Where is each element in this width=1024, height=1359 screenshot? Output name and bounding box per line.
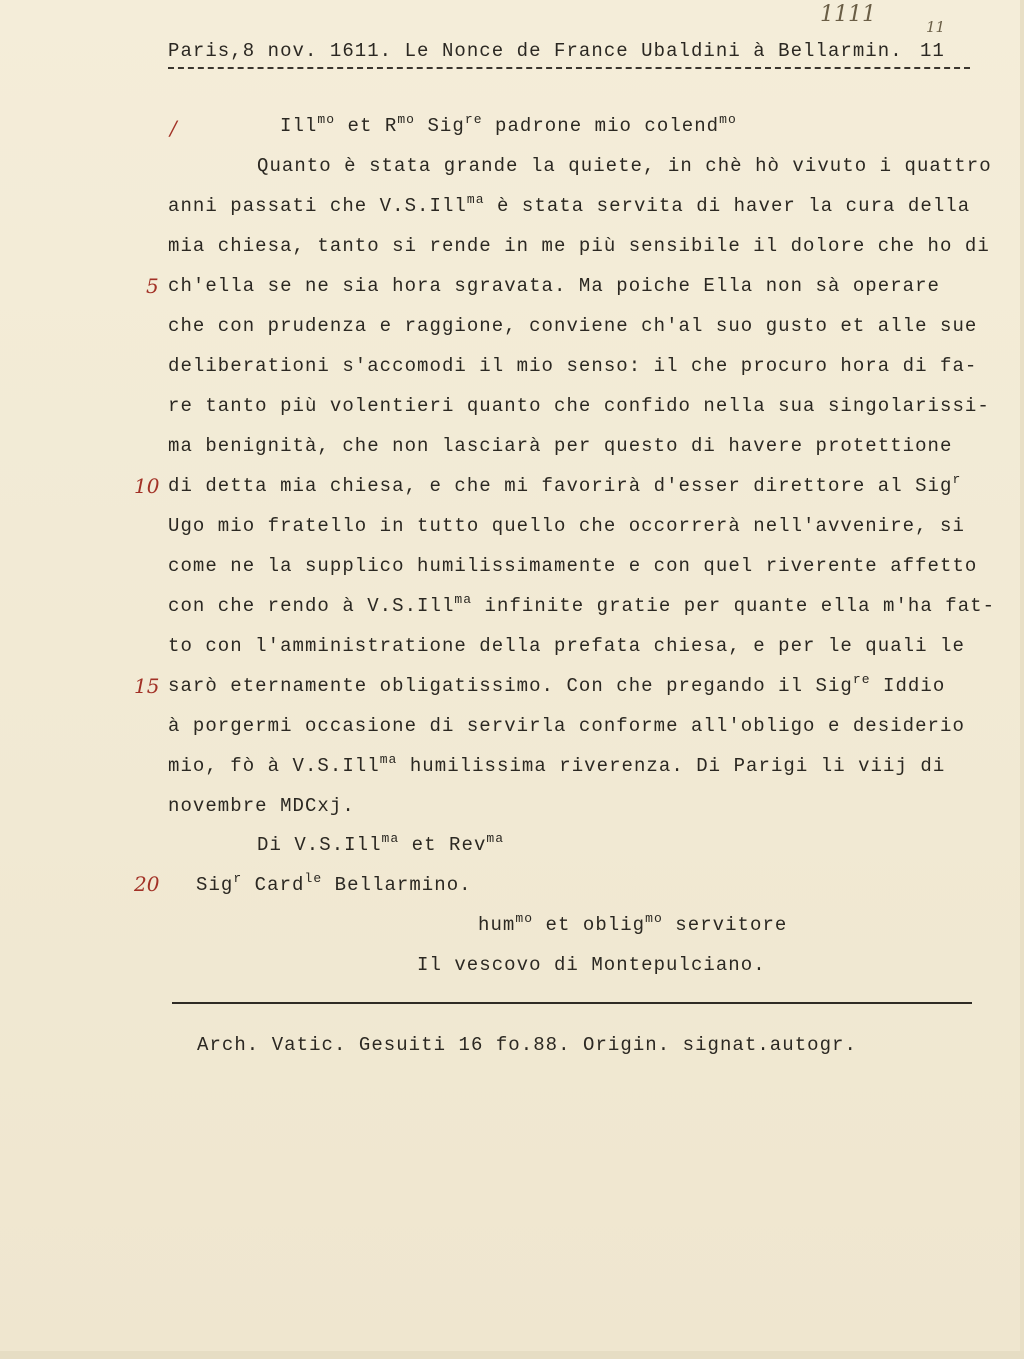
letter-line-12: con che rendo à V.S.Ill$^{ma}$ infinite gratie per quante ella m'ha fat- xyxy=(168,592,996,617)
margin-line-number-15: 15 xyxy=(134,674,160,698)
letter-line-16: mio, fò à V.S.Ill$^{ma}$ humilissima riverenza. Di Parigi li viij di xyxy=(168,752,946,777)
header-page-number: 11 xyxy=(920,40,945,62)
closing-signature: Il vescovo di Montepulciano. xyxy=(417,954,766,976)
letter-salutation: Ill$^{mo}$ et $R^{mo}$ Sig$^{re}$ padrone mio colend$^{mo}$ xyxy=(280,112,737,137)
letter-line-15: à porgermi occasione di servirla conforme all'obligo e desiderio xyxy=(168,715,965,737)
letter-line-9: di detta mia chiesa, e che mi favorirà d'esser direttore al Sig$^r$ xyxy=(168,472,962,497)
letter-line-14: sarò eternamente obligatissimo. Con che pregando il Sig$^{re}$ Iddio xyxy=(168,672,946,697)
margin-line-number-20: 20 xyxy=(134,872,160,896)
letter-line-17: novembre MDCxj. xyxy=(168,795,355,817)
footer-rule xyxy=(172,1002,972,1004)
letter-line-2: anni passati che V.S.Ill$^{ma}$ è stata servita di haver la cura della xyxy=(168,192,971,217)
margin-line-number-5: 5 xyxy=(146,274,159,298)
letter-line-1: Quanto è stata grande la quiete, in chè hò vivuto i quattro xyxy=(257,155,992,177)
archive-reference: Arch. Vatic. Gesuiti 16 fo.88. Origin. signat.autogr. xyxy=(197,1034,857,1056)
margin-line-number-1: / xyxy=(170,116,177,140)
letter-line-4: ch'ella se ne sia hora sgravata. Ma poiche Ella non sà operare xyxy=(168,275,941,297)
letter-line-5: che con prudenza e raggione, conviene ch'al suo gusto et alle sue xyxy=(168,315,978,337)
closing-addressee: Sig$^r$ Card$^{le}$ Bellarmino. xyxy=(196,871,472,896)
letter-line-3: mia chiesa, tanto si rende in me più sensibile il dolore che ho di xyxy=(168,235,990,257)
letter-line-13: to con l'amministratione della prefata chiesa, e per le quali le xyxy=(168,635,965,657)
folio-stamp-top: 1111 xyxy=(820,2,876,27)
page-bottom-edge xyxy=(0,1351,1024,1359)
margin-line-number-10: 10 xyxy=(134,474,160,498)
closing-di-vs: Di V.S.Ill$^{ma}$ et Rev$^{ma}$ xyxy=(257,831,505,856)
page-edge-shadow xyxy=(1020,0,1024,1359)
closing-servitore: hum$^{mo}$ et oblig$^{mo}$ servitore xyxy=(478,911,788,936)
letter-line-7: re tanto più volentieri quanto che confido nella sua singolarissi- xyxy=(168,395,990,417)
letter-line-8: ma benignità, che non lasciarà per questo di havere protettione xyxy=(168,435,953,457)
letter-line-11: come ne la supplico humilissimamente e con quel riverente affetto xyxy=(168,555,978,577)
header-dashed-rule xyxy=(168,67,970,69)
letter-line-6: deliberationi s'accomodi il mio senso: il che procuro hora di fa- xyxy=(168,355,978,377)
document-header: Paris,8 nov. 1611. Le Nonce de France Ubaldini à Bellarmin. xyxy=(168,40,903,62)
letter-line-10: Ugo mio fratello in tutto quello che occorrerà nell'avvenire, si xyxy=(168,515,965,537)
folio-stamp-corner: 11 xyxy=(926,18,946,36)
